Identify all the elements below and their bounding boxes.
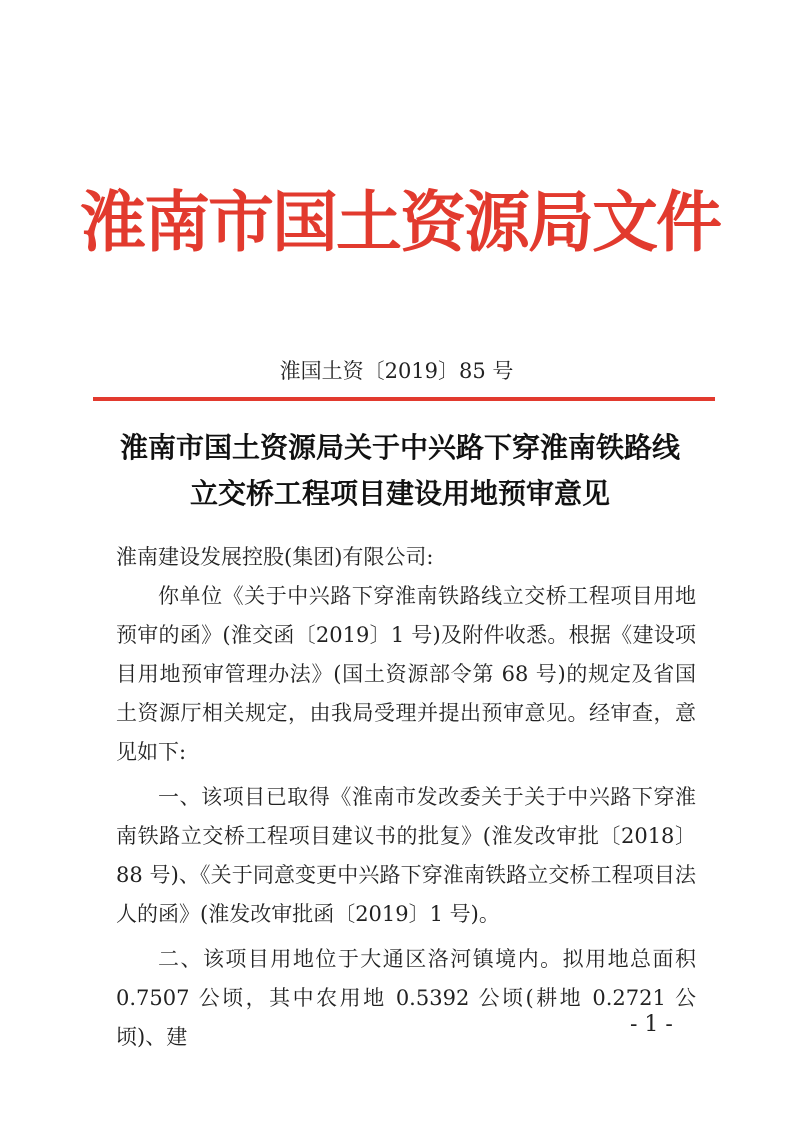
agency-banner: 淮南市国土资源局文件 [80,184,720,261]
body-text [116,577,696,1063]
document-title-line-2: 立交桥工程项目建设用地预审意见 [189,477,610,510]
document-title [80,425,720,517]
document-title-line-1: 淮南市国土资源局关于中兴路下穿淮南铁路线 [119,431,680,464]
document-number: 淮国土资〔2019〕85 号 [279,359,514,383]
paragraph-intro: 你单位《关于中兴路下穿淮南铁路线立交桥工程项目用地预审的函》(淮交函〔2019〕1 号)及附件收悉。根据《建设项目用地预审管理办法》(国土资源部令第 68 号)的规定及省国土资源厅相关规定，由我局受理并提出预审意见。经审查，意见如下: [116,584,696,764]
addressee: 淮南建设发展控股(集团)有限公司: [116,545,434,569]
page-number: - 1 - [630,1012,673,1037]
red-divider-line [93,397,715,401]
paragraph-item-1: 一、该项目已取得《淮南市发改委关于关于中兴路下穿淮南铁路立交桥工程项目建议书的批复》(淮发改审批〔2018〕88 号)、《关于同意变更中兴路下穿淮南铁路立交桥工程项目法人的函》(淮发改审批函〔2019〕1 号)。 [116,785,696,926]
paragraph-item-2: 二、该项目用地位于大通区洛河镇境内。拟用地总面积 0.7507 公顷，其中农用地 0.5392 公顷(耕地 0.2721 公顷)、建 [116,947,696,1049]
